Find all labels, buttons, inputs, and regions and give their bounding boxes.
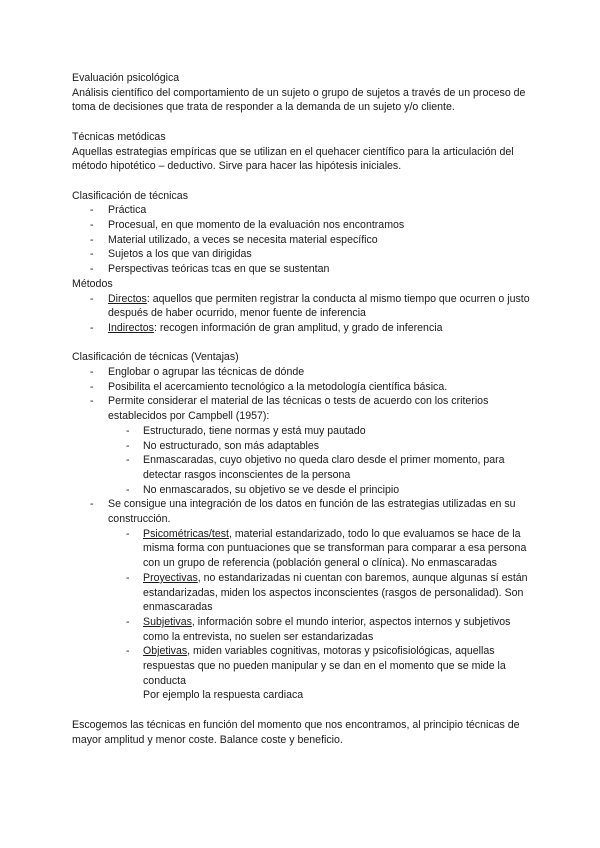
- ventajas-list: [72, 365, 530, 424]
- section-title-metodos: Métodos: [72, 277, 113, 290]
- term-psicometricas: Psicométricas/test: [143, 527, 229, 540]
- section-title-ventajas: Clasificación de técnicas (Ventajas): [72, 351, 239, 364]
- section-title-evaluacion: Evaluación psicológica: [72, 72, 180, 84]
- list-item: - Se consigue una integración de los datos en función de las estrategias utilizadas en su construcción.: [72, 497, 530, 526]
- list-item: [72, 394, 530, 423]
- term-indirectos: Indirectos: [108, 321, 154, 334]
- list-item: - Enmascaradas, cuyo objetivo no queda claro desde el primer momento, para detectar rasgos inconscientes de la persona: [72, 453, 530, 482]
- term-proyectivas: Proyectivas: [143, 571, 198, 584]
- section-title-tecnicas-metodicas: Técnicas metódicas: [72, 130, 166, 143]
- example-text: Por ejemplo la respuesta cardiaca: [143, 689, 304, 702]
- term-description: , material estandarizado, todo lo que evaluamos se hace de la misma forma con puntuaciones que se transforman para comparar a esa persona con un grupo de referencia (población general o clínica). No enmascaradas: [143, 527, 527, 570]
- clasificacion-list: [72, 203, 530, 277]
- list-item: [72, 527, 530, 571]
- list-item: - Sujetos a los que van dirigidas: [72, 247, 530, 262]
- integration-list: [72, 497, 530, 526]
- term-description: : aquellos que permiten registrar la conducta al mismo tiempo que ocurren o justo después de haber ocurrido, menor fuente de inferencia: [108, 292, 530, 320]
- list-item: [72, 321, 530, 336]
- list-item: - Estructurado, tiene normas y está muy pautado: [72, 424, 530, 439]
- section-body-tecnicas-metodicas: Aquellas estrategias empíricas que se utilizan en el quehacer científico para la articulación del método hipotético – deductivo. Sirve para hacer las hipótesis iniciales.: [72, 145, 514, 173]
- section-title-clasificacion: Clasificación de técnicas: [72, 189, 188, 202]
- document-content: [72, 71, 530, 747]
- term-description: , miden variables cognitivas, motoras y psicofisiológicas, aquellas respuestas que no pueden manipular y se dan en el momento que se mide la conducta: [143, 645, 506, 687]
- metodos-list: [72, 292, 530, 336]
- term-description: : recogen información de gran amplitud, y grado de inferencia: [153, 321, 443, 334]
- conclusion-paragraph: Escogemos las técnicas en función del momento que nos encontramos, al principio técnicas de mayor amplitud y menor coste. Balance coste y beneficio.: [72, 718, 520, 746]
- campbell-list: [72, 424, 530, 498]
- list-item: - Material utilizado, a veces se necesita material específico: [72, 233, 530, 248]
- term-objetivas: Objetivas: [143, 645, 188, 658]
- list-item: - Englobar o agrupar las técnicas de dónde: [72, 365, 530, 380]
- list-item: [72, 644, 530, 703]
- section-body-evaluacion: Análisis científico del comportamiento de un sujeto o grupo de sujetos a través de un proceso de toma de decisiones que trata de responder a la demanda de un sujeto y/o cliente.: [72, 86, 526, 114]
- list-item: [72, 292, 530, 321]
- list-item: - Procesual, en que momento de la evaluación nos encontramos: [72, 218, 530, 233]
- list-item: [72, 615, 530, 644]
- list-item-text: Permite considerar el material de las técnicas o tests de acuerdo con los criterios establecidos por Campbell (1957):: [108, 395, 489, 423]
- term-subjetivas: Subjetivas: [143, 615, 192, 628]
- list-item: [72, 571, 530, 615]
- term-description: , información sobre el mundo interior, aspectos internos y subjetivos como la entrevista, no suelen ser estandarizadas: [143, 615, 511, 643]
- list-item: - Perspectivas teóricas tcas en que se sustentan: [72, 262, 530, 277]
- term-directos: Directos: [108, 292, 147, 305]
- list-item: - No enmascarados, su objetivo se ve desde el principio: [72, 483, 530, 498]
- types-list: [72, 527, 530, 703]
- list-item: - No estructurado, son más adaptables: [72, 439, 530, 454]
- list-item: - Posibilita el acercamiento tecnológico a la metodología científica básica.: [72, 380, 530, 395]
- list-item: - Práctica: [72, 203, 530, 218]
- term-description: , no estandarizadas ni cuentan con baremos, aunque algunas sí están estandarizadas, miden los aspectos inconscientes (rasgos de personalidad). Son enmascaradas: [143, 571, 528, 614]
